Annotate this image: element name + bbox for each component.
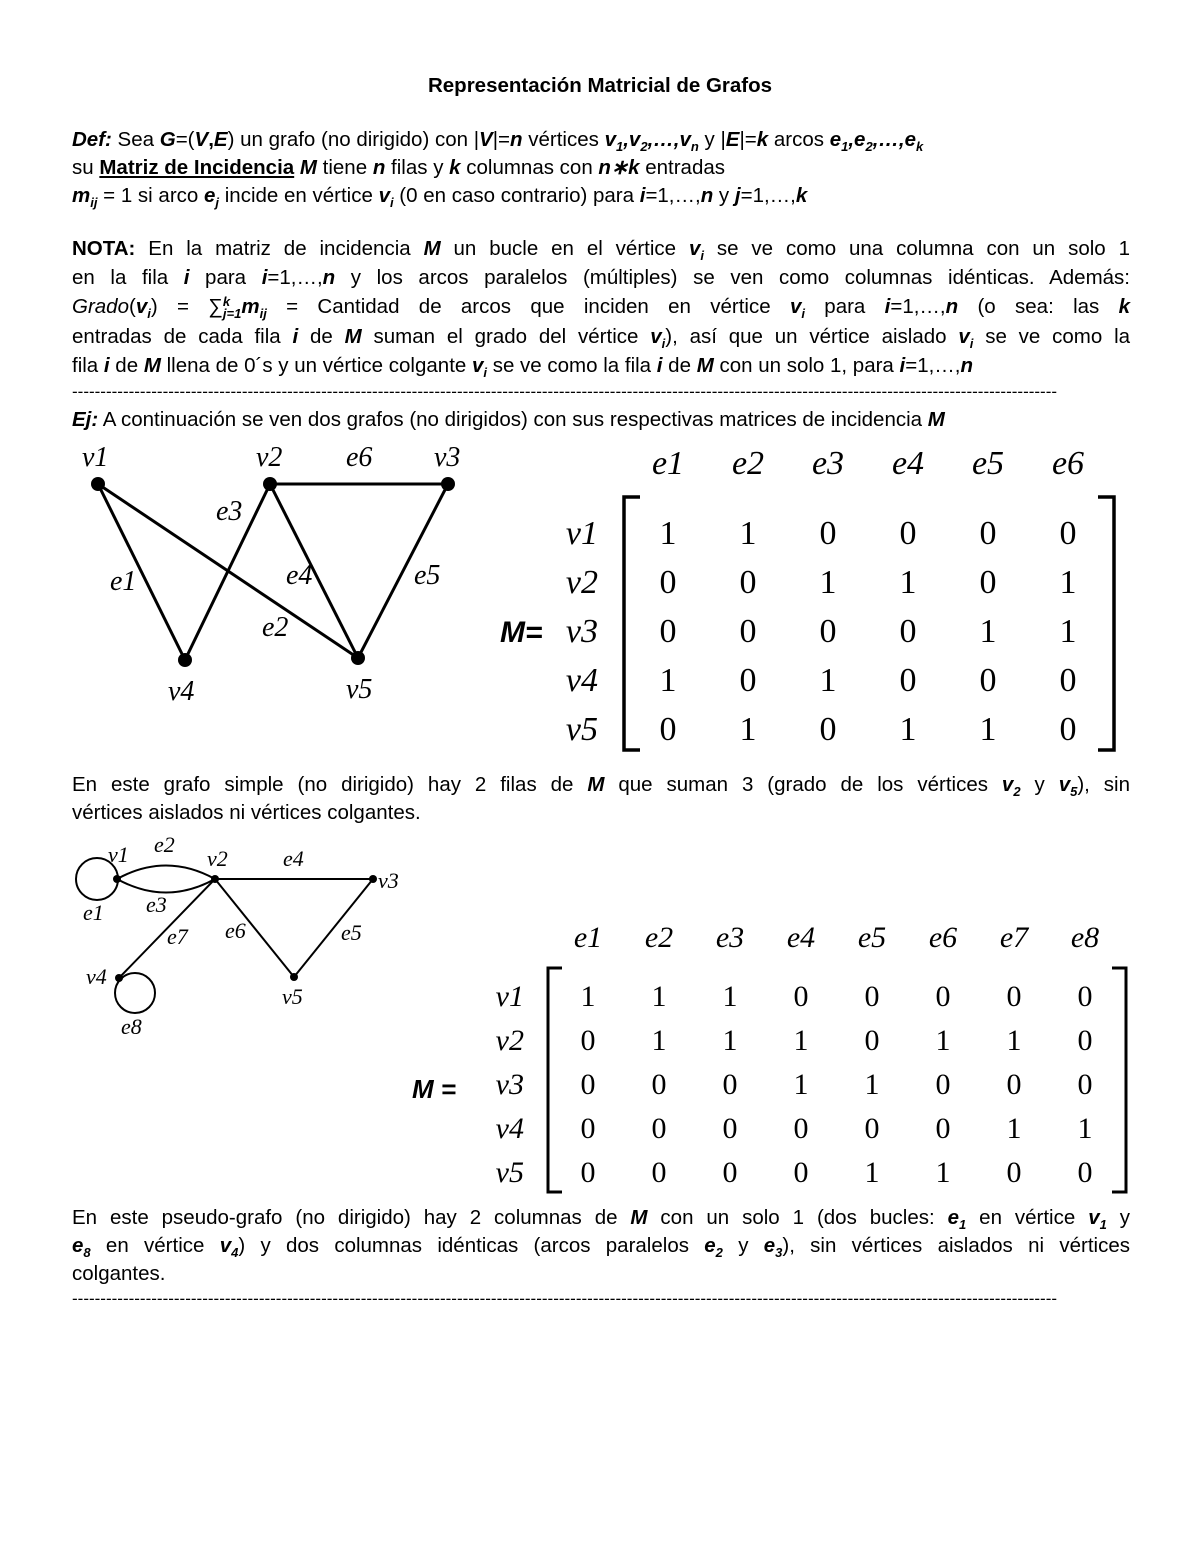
- graph2-node-v1: [113, 875, 121, 883]
- matrix2-col-e1: e1: [573, 921, 603, 954]
- nota-line-4: entradas de cada fila i de M suman el grado del vértice $v_i$), así que un vértice aislado $v_i$ se ve como la: [72, 325, 1131, 352]
- paragraph-2-line-1: En este pseudo-grafo (no dirigido) hay 2 columnas de M con un solo 1 (dos bucles: $e_1$ en vértice $v_1$ y: [72, 1206, 1130, 1233]
- matrix2-col-headers: [574, 921, 1099, 954]
- graph2-node-v4: [115, 974, 123, 982]
- matrix1-cell-v1-e1: 1: [659, 515, 677, 552]
- matrix2-cell-v3-e5: 1: [864, 1068, 880, 1101]
- matrix1-row-v1: v1: [565, 515, 598, 552]
- nota-line-1: NOTA: En la matriz de incidencia M un bucle en el vértice $v_i$ se ve como una columna con un solo 1: [72, 237, 1131, 264]
- matrix2-row-v3: v3: [495, 1068, 524, 1101]
- graph2-node-v5: [290, 973, 298, 981]
- graph2-edge-e7: [119, 879, 215, 978]
- matrix2-cell-v1-e5: 0: [864, 980, 880, 1013]
- matrix2-cell-v5-e4: 0: [793, 1156, 809, 1189]
- matrix2-col-e8: e8: [1070, 921, 1100, 954]
- matrix1-col-e6: e6: [1051, 445, 1085, 482]
- matrix2-cell-v3-e1: 0: [580, 1068, 596, 1101]
- page-title: Representación Matricial de Grafos: [427, 74, 773, 97]
- matrix1-cells: [660, 515, 1077, 748]
- graph1-label-e5: e5: [414, 560, 441, 591]
- graph1-label-e1: e1: [110, 566, 137, 597]
- matrix1-cell-v2-e4: 1: [899, 564, 917, 601]
- graph1-node-v4: [178, 653, 192, 667]
- matrix1-cell-v2-e1: 0: [659, 564, 677, 601]
- matrix1-cell-v1-e4: 0: [899, 515, 917, 552]
- separator-1: ------------------------------------------------------------------------------------------------------------------------------------------------------------------------------: [72, 383, 1058, 401]
- matrix2-cell-v2-e4: 1: [793, 1024, 809, 1057]
- graph2-nodes: [113, 875, 377, 982]
- graph2-label-v3: v3: [378, 868, 399, 893]
- matrix1-cell-v5-e1: 0: [659, 711, 677, 748]
- example-intro: Ej: A continuación se ven dos grafos (no dirigidos) con sus respectivas matrices de incidencia M: [72, 408, 945, 431]
- matrix2-row-v1: v1: [495, 980, 524, 1013]
- graph2-label-e5: e5: [341, 920, 362, 945]
- graph2-label-e4: e4: [283, 846, 304, 871]
- matrix1-col-e5: e5: [971, 445, 1005, 482]
- matrix1-cell-v1-e3: 0: [819, 515, 837, 552]
- matrix2-cell-v3-e7: 0: [1006, 1068, 1022, 1101]
- matrix2-cell-v1-e3: 1: [722, 980, 738, 1013]
- matrix2-cell-v2-e1: 0: [580, 1024, 596, 1057]
- matrix1-cell-v1-e5: 0: [979, 515, 997, 552]
- nota-line-3: $Grado(v_i)$ = ∑ k j=1 $m_{ij}$ = Cantidad de arcos que inciden en vértice $v_i$ para i=1,…,n (o sea: las k: [72, 293, 1131, 322]
- matrix2-cell-v3-e2: 0: [651, 1068, 667, 1101]
- matrix2-cell-v5-e5: 1: [864, 1156, 880, 1189]
- matrix2-cell-v2-e7: 1: [1006, 1024, 1022, 1057]
- graph2-labels: [83, 832, 399, 1039]
- graph2-label-e7: e7: [167, 924, 188, 949]
- matrix2-cell-v5-e6: 1: [935, 1156, 951, 1189]
- matrix1-cell-v2-e3: 1: [819, 564, 837, 601]
- graph2-label-v5: v5: [282, 984, 303, 1009]
- matrix1-cell-v5-e2: 1: [739, 711, 757, 748]
- matrix2-cell-v4-e6: 0: [935, 1112, 951, 1145]
- graph2-label-e6: e6: [225, 918, 246, 943]
- matrix1-row-v5: v5: [565, 711, 598, 748]
- paragraph-2-line-2: $e_8$ en vértice $v_4$) y dos columnas idénticas (arcos paralelos $e_2$ y $e_3$), sin vértices aislados ni vértices: [72, 1234, 1130, 1261]
- matrix2-cell-v4-e1: 0: [580, 1112, 596, 1145]
- graph1-edge-e2: [98, 484, 358, 658]
- graph2-edge-e3: [117, 879, 215, 893]
- graph2-edge-e6: [215, 879, 294, 977]
- matrix2-cell-v2-e3: 1: [722, 1024, 738, 1057]
- matrix1-cell-v4-e4: 0: [899, 662, 917, 699]
- matrix1-cell-v4-e3: 1: [819, 662, 837, 699]
- nota-line-2: en la fila i para i=1,…,n y los arcos paralelos (múltiples) se ven como columnas idénticas. Además:: [72, 266, 1130, 289]
- matrix2-left-bracket: [548, 968, 562, 1192]
- matrix2-cell-v2-e2: 1: [651, 1024, 667, 1057]
- graph2-edge-e1: [76, 858, 118, 900]
- matrix1-cell-v1-e2: 1: [739, 515, 757, 552]
- graph1-labels: [82, 442, 460, 707]
- matrix1-row-v3: v3: [565, 613, 598, 650]
- matrix2-row-v4: v4: [495, 1112, 524, 1145]
- separator-2: ------------------------------------------------------------------------------------------------------------------------------------------------------------------------------: [72, 1290, 1058, 1308]
- graph1-label-v1: v1: [82, 442, 109, 473]
- graph1-label-v3: v3: [434, 442, 461, 473]
- graph2-edge-e8: [115, 973, 155, 1013]
- matrix1-cell-v5-e6: 0: [1059, 711, 1077, 748]
- matrix1-row-v4: v4: [565, 662, 598, 699]
- matrix2-cell-v1-e1: 1: [580, 980, 596, 1013]
- graph1-node-v3: [441, 477, 455, 491]
- matrix2-cell-v1-e2: 1: [651, 980, 667, 1013]
- matrix2-cell-v3-e8: 0: [1077, 1068, 1093, 1101]
- matrix2-cell-v4-e8: 1: [1077, 1112, 1093, 1145]
- graph1-label-v4: v4: [168, 676, 195, 707]
- matrix2-cell-v2-e8: 0: [1077, 1024, 1093, 1057]
- matrix2-brackets: [548, 968, 1126, 1192]
- matrix2-cell-v2-e6: 1: [935, 1024, 951, 1057]
- matrix2-cell-v5-e7: 0: [1006, 1156, 1022, 1189]
- matrix1-col-e1: e1: [651, 445, 685, 482]
- matrix1-cell-v5-e4: 1: [899, 711, 917, 748]
- matrix1-col-headers: [652, 445, 1084, 482]
- definition-line-3: $m_{ij} = 1$ si arco $e_j$ incide en vértice $v_i$ (0 en caso contrario) para i=1,…,n y j=1,…,k: [72, 184, 808, 211]
- matrix2-cells: [581, 980, 1093, 1189]
- matrix2-cell-v1-e4: 0: [793, 980, 809, 1013]
- matrix2-cell-v4-e3: 0: [722, 1112, 738, 1145]
- matrix1-col-e4: e4: [891, 445, 925, 482]
- matrix2-cell-v2-e5: 0: [864, 1024, 880, 1057]
- graph1-label-e6: e6: [346, 442, 373, 473]
- matrix2-cell-v3-e4: 1: [793, 1068, 809, 1101]
- graph2-label-v4: v4: [86, 964, 107, 989]
- definition-line-1: Def: Sea G=(V,E) un grafo (no dirigido) con |V|=n vértices $v_1,v_2,\dots,v_n$ y |E|=k arcos $e_1,e_2,\dots,e_k$: [72, 128, 924, 155]
- paragraph-2-line-3: colgantes.: [72, 1262, 166, 1285]
- matrix1-cell-v5-e5: 1: [979, 711, 997, 748]
- matrix1-right-bracket: [1098, 497, 1114, 750]
- matrix2-row-v5: v5: [495, 1156, 524, 1189]
- matrix2-row-v2: v2: [495, 1024, 524, 1057]
- matrix2-col-e6: e6: [928, 921, 958, 954]
- matrix2-cell-v4-e2: 0: [651, 1112, 667, 1145]
- matrix2-cell-v1-e7: 0: [1006, 980, 1022, 1013]
- matrix1-col-e3: e3: [811, 445, 845, 482]
- graph2-edge-e2: [117, 866, 215, 880]
- matrix1-cell-v3-e2: 0: [739, 613, 757, 650]
- matrix2-cell-v5-e1: 0: [580, 1156, 596, 1189]
- matrix1-cell-v3-e5: 1: [979, 613, 997, 650]
- matrix2-col-e4: e4: [786, 921, 816, 954]
- matrix2-cell-v3-e6: 0: [935, 1068, 951, 1101]
- matrix2-cell-v3-e3: 0: [722, 1068, 738, 1101]
- paragraph-1-line-1: En este grafo simple (no dirigido) hay 2 filas de M que suman 3 (grado de los vértices $v_2$ y $v_5$), sin: [72, 773, 1130, 800]
- matrix2-cell-v1-e6: 0: [935, 980, 951, 1013]
- nota-line-5: fila i de M llena de 0´s y un vértice colgante $v_i$ se ve como la fila i de M con un solo 1, para i=1,…,n: [72, 354, 974, 381]
- graph1-edges: [98, 484, 448, 660]
- graph2-label-e3: e3: [146, 892, 167, 917]
- graph1-edge-e5: [358, 484, 448, 658]
- matrix1-label: M=: [500, 616, 543, 649]
- matrix1-cell-v2-e6: 1: [1059, 564, 1077, 601]
- graph1-label-v5: v5: [346, 674, 373, 705]
- matrix1-row-headers: [566, 515, 598, 748]
- matrix2-cell-v5-e8: 0: [1077, 1156, 1093, 1189]
- matrix1-cell-v3-e6: 1: [1059, 613, 1077, 650]
- matrix1-col-e2: e2: [731, 445, 765, 482]
- graph1-label-e3: e3: [216, 496, 243, 527]
- matrix1-brackets: [624, 497, 1114, 750]
- matrix2-label: M =: [412, 1074, 457, 1104]
- matrix1-cell-v3-e4: 0: [899, 613, 917, 650]
- matrix2-col-e7: e7: [999, 921, 1029, 954]
- matrix1-left-bracket: [624, 497, 640, 750]
- graph1-node-v2: [263, 477, 277, 491]
- matrix2-cell-v4-e4: 0: [793, 1112, 809, 1145]
- graph1-edge-e4: [270, 484, 358, 658]
- graph1-edge-e3: [185, 484, 270, 660]
- matrix1-cell-v4-e6: 0: [1059, 662, 1077, 699]
- matrix1-cell-v3-e3: 0: [819, 613, 837, 650]
- graph2-node-v2: [211, 875, 219, 883]
- graph2-node-v3: [369, 875, 377, 883]
- graph2-label-e1: e1: [83, 900, 104, 925]
- graph1-edge-e1: [98, 484, 185, 660]
- matrix1-cell-v2-e2: 0: [739, 564, 757, 601]
- graph1-label-v2: v2: [256, 442, 283, 473]
- matrix1-cell-v4-e1: 1: [659, 662, 677, 699]
- graph2-label-v1: v1: [108, 842, 129, 867]
- graph1-node-v5: [351, 651, 365, 665]
- graph1-label-e4: e4: [286, 560, 313, 591]
- graph2-label-v2: v2: [207, 846, 228, 871]
- matrix2-col-e2: e2: [644, 921, 674, 954]
- graph1-label-e2: e2: [262, 612, 289, 643]
- matrix2-col-e5: e5: [857, 921, 887, 954]
- graph1-nodes: [91, 477, 455, 667]
- matrix1-cell-v2-e5: 0: [979, 564, 997, 601]
- graph2-label-e8: e8: [121, 1014, 142, 1039]
- matrix2-cell-v4-e5: 0: [864, 1112, 880, 1145]
- paragraph-1-line-2: vértices aislados ni vértices colgantes.: [72, 801, 421, 824]
- matrix2-cell-v5-e3: 0: [722, 1156, 738, 1189]
- definition-line-2: su Matriz de Incidencia M tiene n filas y k columnas con n∗k entradas: [72, 156, 726, 179]
- matrix1-cell-v5-e3: 0: [819, 711, 837, 748]
- matrix1-cell-v3-e1: 0: [659, 613, 677, 650]
- matrix2-cell-v4-e7: 1: [1006, 1112, 1022, 1145]
- matrix2-col-e3: e3: [715, 921, 745, 954]
- matrix2-row-headers: [496, 980, 524, 1189]
- graph2-edges: [76, 858, 373, 1013]
- graph2-label-e2: e2: [154, 832, 175, 857]
- matrix1-cell-v1-e6: 0: [1059, 515, 1077, 552]
- matrix2-right-bracket: [1112, 968, 1126, 1192]
- matrix1-cell-v4-e2: 0: [739, 662, 757, 699]
- matrix1-cell-v4-e5: 0: [979, 662, 997, 699]
- graph1-node-v1: [91, 477, 105, 491]
- matrix2-cell-v1-e8: 0: [1077, 980, 1093, 1013]
- graph2-edge-e5: [294, 879, 373, 977]
- matrix2-cell-v5-e2: 0: [651, 1156, 667, 1189]
- matrix1-row-v2: v2: [565, 564, 598, 601]
